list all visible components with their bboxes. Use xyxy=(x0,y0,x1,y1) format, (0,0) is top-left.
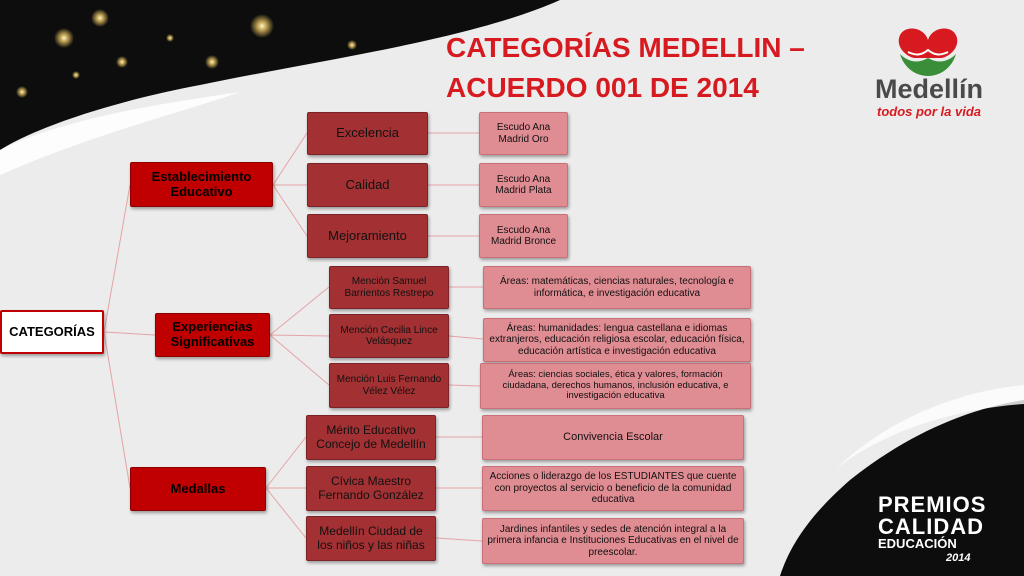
root-node: CATEGORÍAS xyxy=(0,310,104,354)
detail-node-areas-matematicas: Áreas: matemáticas, ciencias naturales, tecnología e informática, e investigación educativa xyxy=(483,266,751,309)
detail-node-areas-humanidades: Áreas: humanidades: lengua castellana e idiomas extranjeros, educación religiosa escolar, educación física, educación artística e investigación educativa xyxy=(483,318,751,362)
category-node-mencion-samuel: Mención Samuel Barrientos Restrepo xyxy=(329,266,449,309)
category-node-mencion-cecilia: Mención Cecilia Lince Velásquez xyxy=(329,314,449,358)
category-node-mejoramiento: Mejoramiento xyxy=(307,214,428,258)
premios-line-2: CALIDAD xyxy=(878,514,984,539)
category-node-medellin-ciudad: Medellín Ciudad de los niños y las niñas xyxy=(306,516,436,561)
branch-node-medallas: Medallas xyxy=(130,467,266,511)
category-node-civica-maestro: Cívica Maestro Fernando González xyxy=(306,466,436,511)
detail-node-acciones-liderazgo: Acciones o liderazgo de los ESTUDIANTES que cuente con proyectos al servicio o beneficio de la comunidad educativa xyxy=(482,466,744,511)
detail-node-escudo-oro: Escudo Ana Madrid Oro xyxy=(479,112,568,155)
premios-line-3: EDUCACIÓN xyxy=(878,536,957,551)
category-node-merito-educativo: Mérito Educativo Concejo de Medellín xyxy=(306,415,436,460)
detail-node-jardines-infantiles: Jardines infantiles y sedes de atención integral a la primera infancia e Instituciones Educativas en el nivel de preescolar. xyxy=(482,518,744,564)
detail-node-escudo-bronce: Escudo Ana Madrid Bronce xyxy=(479,214,568,258)
branch-node-experiencias: Experiencias Significativas xyxy=(155,313,270,357)
medellin-logo xyxy=(864,22,994,122)
category-node-mencion-luis: Mención Luis Fernando Vélez Vélez xyxy=(329,363,449,408)
premios-line-1: PREMIOS xyxy=(878,492,987,517)
logo-name: Medellín xyxy=(874,74,983,104)
title-line-2: ACUERDO 001 DE 2014 xyxy=(446,72,759,103)
detail-node-convivencia: Convivencia Escolar xyxy=(482,415,744,460)
title-line-1: CATEGORÍAS MEDELLIN – xyxy=(446,32,805,63)
branch-node-establecimiento: Establecimiento Educativo xyxy=(130,162,273,207)
detail-node-escudo-plata: Escudo Ana Madrid Plata xyxy=(479,163,568,207)
category-node-calidad: Calidad xyxy=(307,163,428,207)
heart-logo-icon xyxy=(894,22,962,78)
premios-year: 2014 xyxy=(946,552,971,564)
category-node-excelencia: Excelencia xyxy=(307,112,428,155)
logo-tagline: todos por la vida xyxy=(876,104,981,119)
premios-calidad-logo xyxy=(878,492,998,572)
detail-node-areas-sociales: Áreas: ciencias sociales, ética y valores, formación ciudadana, derechos humanos, inclusión educativa, e investigación educativa xyxy=(480,363,751,409)
page-title xyxy=(446,28,805,108)
